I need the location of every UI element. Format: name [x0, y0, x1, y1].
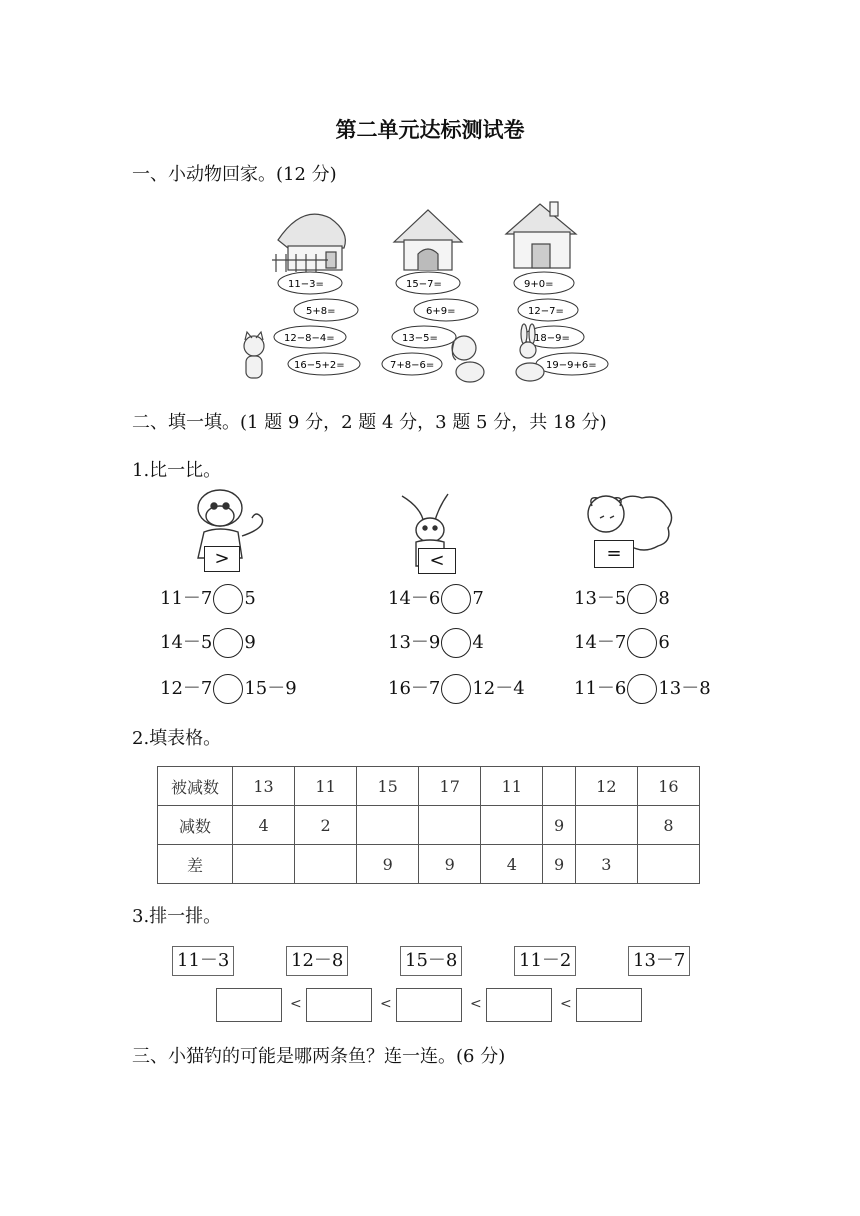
- less-than-sign: <: [380, 996, 392, 1012]
- table-cell[interactable]: 17: [419, 767, 481, 806]
- animals-houses-illustration: [232, 196, 652, 396]
- section-1-heading: 一、小动物回家。(12 分): [132, 164, 337, 185]
- table-cell[interactable]: [233, 845, 295, 884]
- subtraction-table: [157, 766, 700, 884]
- sort-expression: 15－8: [400, 946, 462, 976]
- table-cell[interactable]: 9: [357, 845, 419, 884]
- table-cell[interactable]: 4: [481, 845, 543, 884]
- table-cell[interactable]: [357, 806, 419, 845]
- table-cell[interactable]: 9: [543, 806, 576, 845]
- house-1-icon: [272, 214, 345, 272]
- house-3-expr-4: 19−9+6=: [546, 360, 597, 371]
- q1-label: 1.比一比。: [132, 460, 222, 481]
- answer-circle[interactable]: [627, 584, 657, 614]
- table-cell[interactable]: 8: [637, 806, 699, 845]
- compare-item: 11－6 13－8: [574, 674, 711, 704]
- answer-circle[interactable]: [441, 628, 471, 658]
- house-3-expr-2: 12−7=: [528, 306, 564, 317]
- table-cell[interactable]: [543, 767, 576, 806]
- section-2-heading: 二、填一填。(1 题 9 分，2 题 4 分，3 题 5 分，共 18 分): [132, 412, 607, 433]
- sort-expression: 12－8: [286, 946, 348, 976]
- table-cell[interactable]: 12: [575, 767, 637, 806]
- table-cell[interactable]: 16: [637, 767, 699, 806]
- table-cell[interactable]: [295, 845, 357, 884]
- answer-circle[interactable]: [213, 628, 243, 658]
- table-cell[interactable]: 3: [575, 845, 637, 884]
- house-3-expr-3: 18−9=: [534, 333, 570, 344]
- row-header: 被减数: [158, 767, 233, 806]
- compare-item: 13－9 4: [388, 628, 484, 658]
- house-3-icon: [506, 202, 576, 268]
- less-than-sign: <: [560, 996, 572, 1012]
- table-cell[interactable]: 9: [419, 845, 481, 884]
- q3-label: 3.排一排。: [132, 906, 222, 927]
- table-cell[interactable]: [575, 806, 637, 845]
- q2-label: 2.填表格。: [132, 728, 222, 749]
- row-header: 差: [158, 845, 233, 884]
- table-cell[interactable]: 11: [295, 767, 357, 806]
- compare-item: 12－7 15－9: [160, 674, 297, 704]
- table-cell[interactable]: [637, 845, 699, 884]
- table-cell[interactable]: [481, 806, 543, 845]
- answer-circle[interactable]: [213, 674, 243, 704]
- table-cell[interactable]: 11: [481, 767, 543, 806]
- less-than-sign: <: [290, 996, 302, 1012]
- house-1-expr-2: 5+8=: [306, 306, 336, 317]
- table-row: [158, 845, 700, 884]
- compare-item: 13－5 8: [574, 584, 670, 614]
- table-cell[interactable]: 15: [357, 767, 419, 806]
- house-1-expr-3: 12−8−4=: [284, 333, 335, 344]
- sort-expression: 11－3: [172, 946, 234, 976]
- less-than-sign: <: [470, 996, 482, 1012]
- dog-icon: [452, 336, 484, 382]
- table-cell[interactable]: 9: [543, 845, 576, 884]
- table-row: [158, 767, 700, 806]
- answer-circle[interactable]: [627, 628, 657, 658]
- table-cell[interactable]: 4: [233, 806, 295, 845]
- house-2-expr-4: 7+8−6=: [390, 360, 435, 371]
- table-cell[interactable]: 13: [233, 767, 295, 806]
- answer-blank[interactable]: [216, 988, 282, 1022]
- compare-sign-3: =: [594, 540, 634, 568]
- house-2-expr-2: 6+9=: [426, 306, 456, 317]
- house-1-expr-1: 11−3=: [288, 279, 324, 290]
- compare-item: 14－6 7: [388, 584, 484, 614]
- table-cell[interactable]: 2: [295, 806, 357, 845]
- house-2-icon: [394, 210, 462, 270]
- compare-item: 14－7 6: [574, 628, 670, 658]
- house-2-expr-3: 13−5=: [402, 333, 438, 344]
- cat-icon: [244, 332, 264, 378]
- sort-expression: 11－2: [514, 946, 576, 976]
- compare-item: 16－7 12－4: [388, 674, 525, 704]
- compare-item: 14－5 9: [160, 628, 256, 658]
- answer-circle[interactable]: [441, 584, 471, 614]
- answer-circle[interactable]: [441, 674, 471, 704]
- compare-sign-2: <: [418, 548, 456, 574]
- section-3-heading: 三、小猫钓的可能是哪两条鱼？连一连。(6 分): [132, 1046, 506, 1067]
- compare-item: 11－7 5: [160, 584, 256, 614]
- table-row: [158, 806, 700, 845]
- page-title: 第二单元达标测试卷: [335, 118, 525, 142]
- sort-expression: 13－7: [628, 946, 690, 976]
- table-cell[interactable]: [419, 806, 481, 845]
- answer-blank[interactable]: [576, 988, 642, 1022]
- answer-blank[interactable]: [306, 988, 372, 1022]
- answer-circle[interactable]: [213, 584, 243, 614]
- house-1-expr-4: 16−5+2=: [294, 360, 345, 371]
- answer-blank[interactable]: [396, 988, 462, 1022]
- answer-blank[interactable]: [486, 988, 552, 1022]
- house-2-expr-1: 15−7=: [406, 279, 442, 290]
- row-header: 减数: [158, 806, 233, 845]
- compare-sign-1: >: [204, 546, 240, 572]
- answer-circle[interactable]: [627, 674, 657, 704]
- house-3-expr-1: 9+0=: [524, 279, 554, 290]
